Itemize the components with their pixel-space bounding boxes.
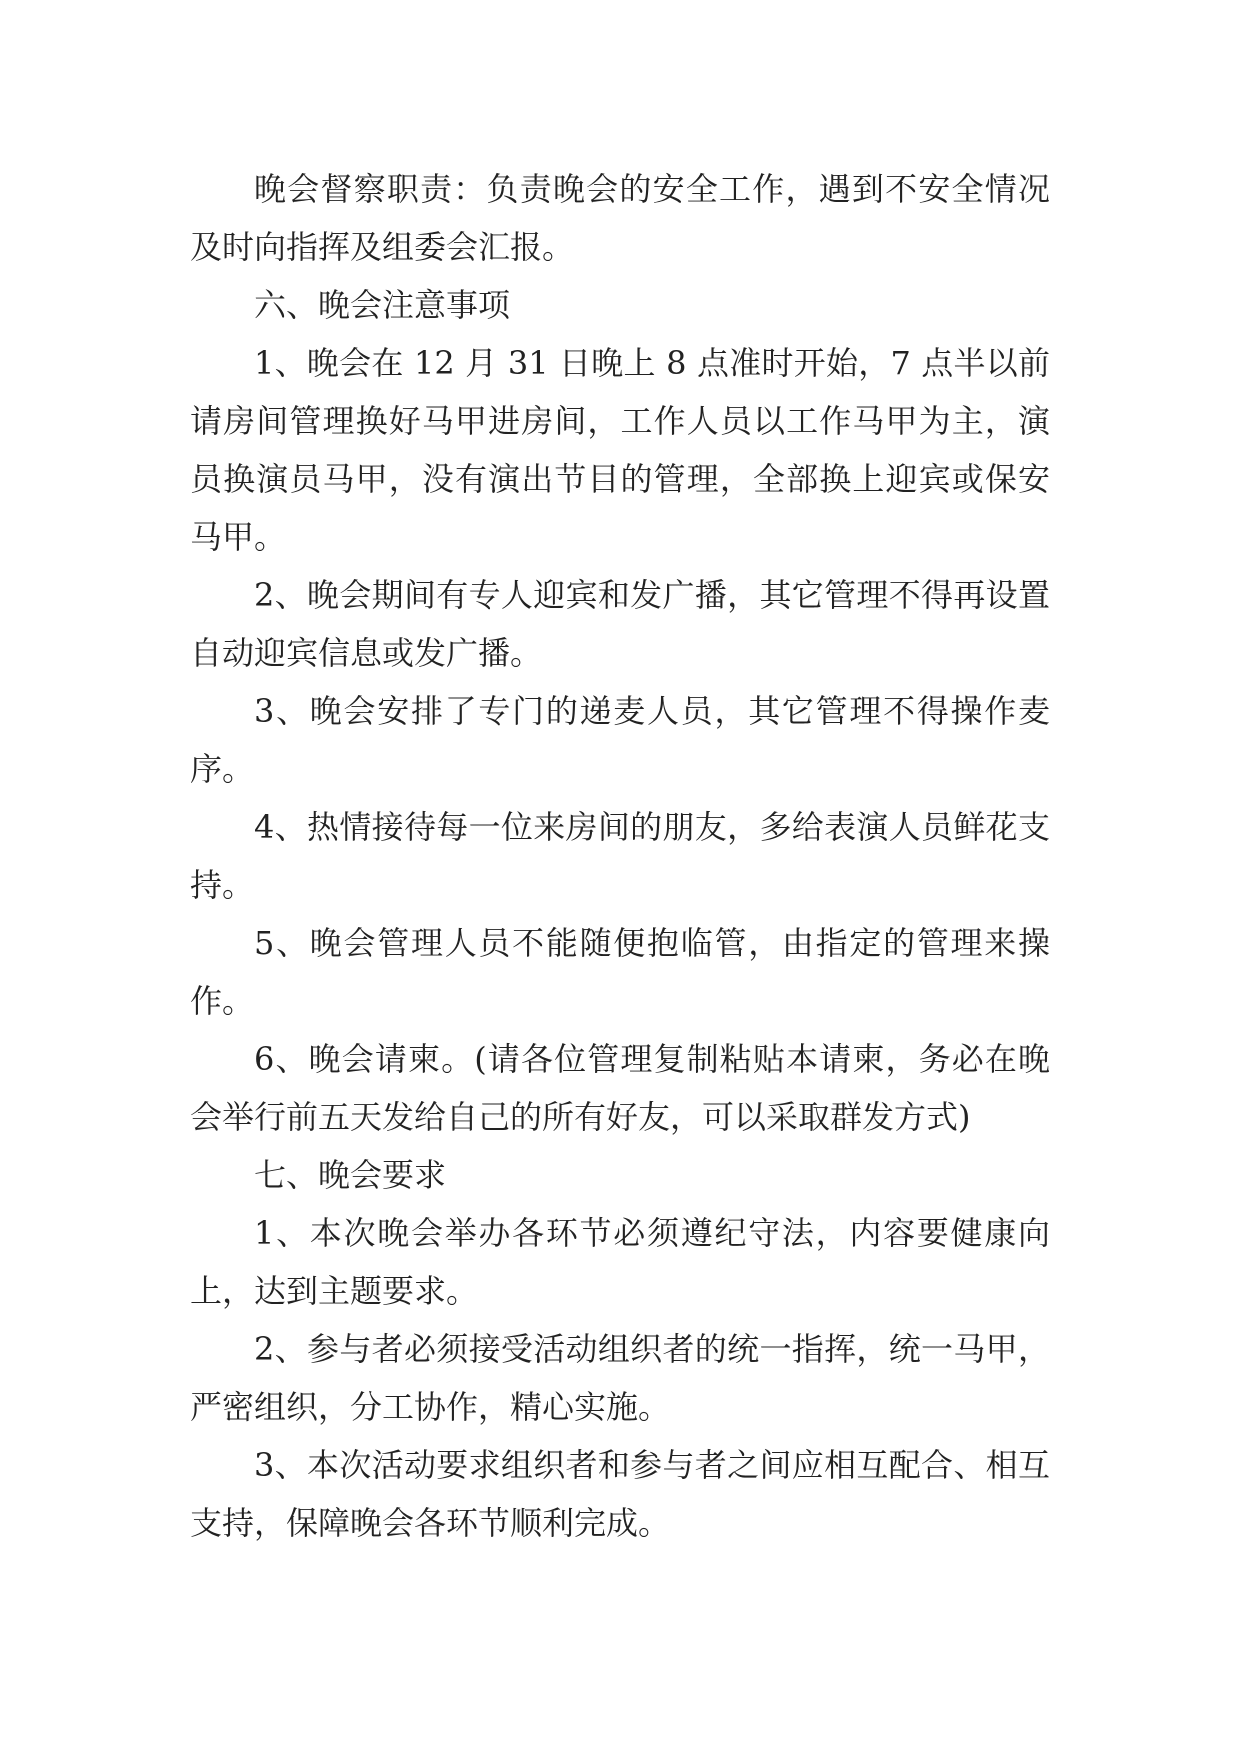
note-item-5: 5、晚会管理人员不能随便抱临管，由指定的管理来操作。 (190, 924, 1050, 1020)
section-heading-notes: 六、晚会注意事项 (254, 286, 511, 324)
note-item-3: 3、晚会安排了专门的递麦人员，其它管理不得操作麦序。 (190, 692, 1050, 788)
section-heading-requirements: 七、晚会要求 (254, 1156, 447, 1194)
note-item-4: 4、热情接待每一位来房间的朋友，多给表演人员鲜花支持。 (190, 808, 1050, 904)
note-item-1: 1、晚会在 12 月 31 日晚上 8 点准时开始，7 点半以前请房间管理换好马甲进房间，工作人员以工作马甲为主，演员换演员马甲，没有演出节目的管理，全部换上迎宾或保安马甲。 (190, 344, 1050, 556)
requirement-item-2: 2、参与者必须接受活动组织者的统一指挥，统一马甲，严密组织，分工协作，精心实施。 (190, 1330, 1050, 1426)
document-body (190, 160, 1050, 1552)
requirement-item-1: 1、本次晚会举办各环节必须遵纪守法，内容要健康向上，达到主题要求。 (190, 1214, 1050, 1310)
note-item-6: 6、晚会请柬。(请各位管理复制粘贴本请柬，务必在晚会举行前五天发给自己的所有好友，可以采取群发方式) (190, 1040, 1050, 1136)
requirement-item-3: 3、本次活动要求组织者和参与者之间应相互配合、相互支持，保障晚会各环节顺利完成。 (190, 1446, 1050, 1542)
paragraph-supervisor-duty: 晚会督察职责：负责晚会的安全工作，遇到不安全情况及时向指挥及组委会汇报。 (190, 170, 1050, 266)
note-item-2: 2、晚会期间有专人迎宾和发广播，其它管理不得再设置自动迎宾信息或发广播。 (190, 576, 1050, 672)
